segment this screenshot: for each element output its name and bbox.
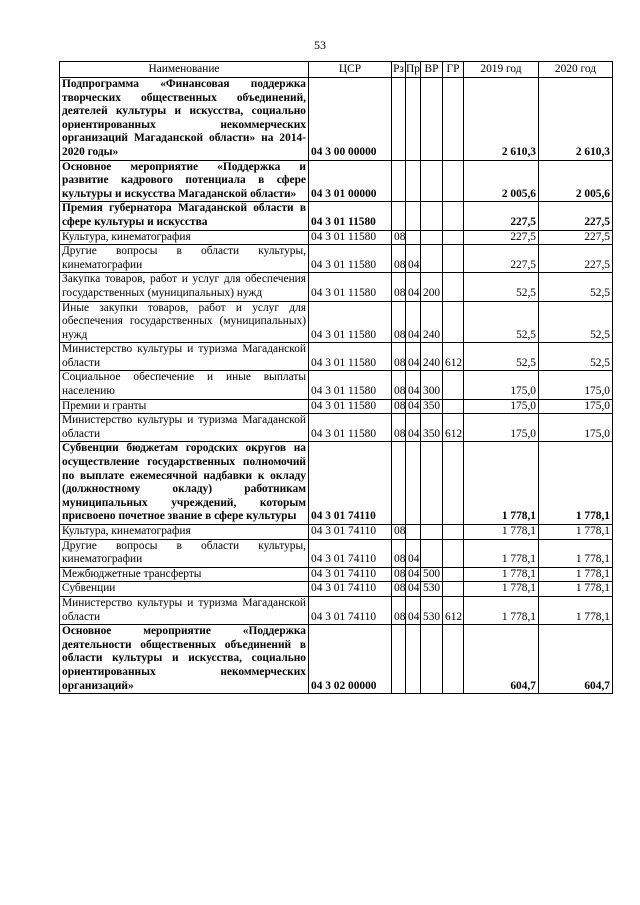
table-row [60,399,613,414]
cell-gr [443,371,464,399]
cell-y2019: 1 778,1 [464,596,539,624]
cell-gr [443,273,464,301]
cell-vr: 530 [421,596,443,624]
cell-y2020: 175,0 [539,414,613,442]
cell-name: Другие вопросы в области культуры, кинематографии [60,245,309,273]
cell-rz [392,160,406,202]
cell-name: Основное мероприятие «Поддержка и развитие кадрового потенциала в сфере культуры и искусства Магаданской области» [60,160,309,202]
cell-y2020: 175,0 [539,399,613,414]
cell-y2020: 1 778,1 [539,442,613,525]
cell-name: Подпрограмма «Финансовая поддержка творческих общественных объединений, деятелей культуры и искусства, социально ориентированных некоммерческих организаций Магаданской области» на 2014-2020 годы» [60,78,309,161]
cell-y2020: 227,5 [539,245,613,273]
table-header-row [60,62,613,78]
cell-pr: 04 [406,567,421,582]
cell-vr: 350 [421,399,443,414]
cell-pr: 04 [406,273,421,301]
cell-pr: 04 [406,582,421,597]
cell-csr: 04 3 01 11580 [309,371,392,399]
cell-csr: 04 3 01 74110 [309,539,392,567]
cell-y2020: 1 778,1 [539,525,613,540]
header-rz: Рз [392,62,406,78]
budget-table [59,61,613,694]
cell-rz: 08 [392,414,406,442]
cell-y2020: 2 610,3 [539,78,613,161]
cell-name: Субвенции бюджетам городских округов на осуществление государственных полномочий по выплате ежемесячной надбавки к окладу (должностному окладу) работникам муниципальных учреждений, которым присвоено почетное звание в сфере культуры [60,442,309,525]
cell-y2020: 1 778,1 [539,596,613,624]
table-row [60,78,613,161]
header-2019: 2019 год [464,62,539,78]
cell-rz: 08 [392,539,406,567]
cell-pr: 04 [406,539,421,567]
cell-gr [443,567,464,582]
cell-csr: 04 3 01 74110 [309,567,392,582]
cell-y2019: 227,5 [464,202,539,230]
cell-y2019: 2 005,6 [464,160,539,202]
cell-y2020: 175,0 [539,371,613,399]
cell-pr [406,525,421,540]
table-row [60,202,613,230]
cell-name: Министерство культуры и туризма Магаданской области [60,343,309,371]
cell-csr: 04 3 01 11580 [309,414,392,442]
cell-vr [421,625,443,694]
cell-name: Премия губернатора Магаданской области в сфере культуры и искусства [60,202,309,230]
cell-vr [421,245,443,273]
cell-rz: 08 [392,230,406,245]
cell-pr: 04 [406,596,421,624]
table-row [60,414,613,442]
cell-y2019: 227,5 [464,230,539,245]
cell-name: Другие вопросы в области культуры, кинематографии [60,539,309,567]
cell-y2019: 175,0 [464,399,539,414]
header-pr: Пр [406,62,421,78]
cell-vr [421,539,443,567]
page-number: 53 [314,38,326,52]
cell-rz: 08 [392,301,406,343]
cell-gr: 612 [443,414,464,442]
cell-rz: 08 [392,582,406,597]
cell-rz: 08 [392,596,406,624]
cell-csr: 04 3 01 11580 [309,230,392,245]
table-row [60,245,613,273]
cell-vr [421,202,443,230]
cell-pr: 04 [406,371,421,399]
cell-csr: 04 3 01 74110 [309,525,392,540]
cell-pr [406,625,421,694]
cell-vr: 240 [421,301,443,343]
cell-rz: 08 [392,371,406,399]
cell-gr [443,245,464,273]
cell-rz [392,625,406,694]
cell-y2019: 1 778,1 [464,442,539,525]
cell-name: Основное мероприятие «Поддержка деятельности общественных объединений в области культуры и искусства, социально ориентированных некоммерческих организаций» [60,625,309,694]
cell-csr: 04 3 01 11580 [309,273,392,301]
cell-vr: 200 [421,273,443,301]
table-row [60,301,613,343]
cell-rz: 08 [392,399,406,414]
table-row [60,625,613,694]
cell-vr [421,78,443,161]
cell-csr: 04 3 01 74110 [309,596,392,624]
cell-rz [392,78,406,161]
cell-csr: 04 3 01 74110 [309,442,392,525]
cell-y2019: 175,0 [464,371,539,399]
cell-pr: 04 [406,399,421,414]
table-row [60,539,613,567]
cell-name: Закупка товаров, работ и услуг для обеспечения государственных (муниципальных) нужд [60,273,309,301]
table-row [60,343,613,371]
table-row [60,582,613,597]
cell-y2019: 52,5 [464,301,539,343]
table-row [60,596,613,624]
cell-rz [392,202,406,230]
cell-csr: 04 3 01 11580 [309,245,392,273]
cell-pr [406,78,421,161]
cell-name: Межбюджетные трансферты [60,567,309,582]
table-row [60,567,613,582]
cell-gr [443,160,464,202]
cell-y2020: 52,5 [539,301,613,343]
table-row [60,230,613,245]
cell-name: Министерство культуры и туризма Магаданской области [60,414,309,442]
cell-vr [421,442,443,525]
cell-y2020: 227,5 [539,230,613,245]
cell-name: Субвенции [60,582,309,597]
cell-y2019: 1 778,1 [464,525,539,540]
cell-rz: 08 [392,525,406,540]
cell-csr: 04 3 01 11580 [309,202,392,230]
cell-csr: 04 3 01 74110 [309,582,392,597]
table-row [60,525,613,540]
cell-vr: 300 [421,371,443,399]
cell-name: Культура, кинематография [60,525,309,540]
cell-y2020: 227,5 [539,202,613,230]
cell-csr: 04 3 00 00000 [309,78,392,161]
cell-y2020: 2 005,6 [539,160,613,202]
cell-csr: 04 3 01 11580 [309,343,392,371]
header-vr: ВР [421,62,443,78]
cell-rz: 08 [392,245,406,273]
cell-vr: 500 [421,567,443,582]
cell-pr: 04 [406,343,421,371]
cell-vr: 240 [421,343,443,371]
table-row [60,160,613,202]
cell-csr: 04 3 02 00000 [309,625,392,694]
cell-csr: 04 3 01 00000 [309,160,392,202]
cell-rz: 08 [392,567,406,582]
cell-vr [421,525,443,540]
cell-rz: 08 [392,343,406,371]
header-2020: 2020 год [539,62,613,78]
cell-y2019: 1 778,1 [464,567,539,582]
cell-vr [421,230,443,245]
cell-pr [406,442,421,525]
cell-y2019: 604,7 [464,625,539,694]
cell-gr [443,202,464,230]
cell-name: Иные закупки товаров, работ и услуг для обеспечения государственных (муниципальных) нужд [60,301,309,343]
cell-pr: 04 [406,301,421,343]
cell-pr [406,160,421,202]
cell-rz: 08 [392,273,406,301]
cell-gr [443,399,464,414]
cell-vr: 530 [421,582,443,597]
cell-pr [406,230,421,245]
cell-name: Премии и гранты [60,399,309,414]
cell-pr [406,202,421,230]
cell-y2019: 175,0 [464,414,539,442]
cell-vr [421,160,443,202]
cell-y2020: 52,5 [539,343,613,371]
cell-gr [443,582,464,597]
cell-vr: 350 [421,414,443,442]
cell-y2020: 1 778,1 [539,567,613,582]
cell-gr [443,625,464,694]
table-row [60,371,613,399]
cell-gr [443,301,464,343]
cell-gr [443,230,464,245]
header-name: Наименование [60,62,309,78]
cell-y2019: 52,5 [464,343,539,371]
cell-gr [443,525,464,540]
cell-y2019: 227,5 [464,245,539,273]
cell-pr: 04 [406,414,421,442]
cell-gr [443,78,464,161]
cell-gr: 612 [443,596,464,624]
cell-rz [392,442,406,525]
cell-gr [443,442,464,525]
table-row [60,273,613,301]
cell-pr: 04 [406,245,421,273]
cell-y2019: 1 778,1 [464,582,539,597]
cell-y2019: 2 610,3 [464,78,539,161]
cell-name: Министерство культуры и туризма Магаданской области [60,596,309,624]
cell-y2019: 1 778,1 [464,539,539,567]
header-csr: ЦСР [309,62,392,78]
cell-gr [443,539,464,567]
cell-name: Социальное обеспечение и иные выплаты населению [60,371,309,399]
cell-y2020: 52,5 [539,273,613,301]
cell-csr: 04 3 01 11580 [309,301,392,343]
cell-y2020: 604,7 [539,625,613,694]
table-row [60,442,613,525]
cell-y2019: 52,5 [464,273,539,301]
cell-csr: 04 3 01 11580 [309,399,392,414]
cell-name: Культура, кинематография [60,230,309,245]
header-gr: ГР [443,62,464,78]
cell-y2020: 1 778,1 [539,539,613,567]
cell-y2020: 1 778,1 [539,582,613,597]
cell-gr: 612 [443,343,464,371]
